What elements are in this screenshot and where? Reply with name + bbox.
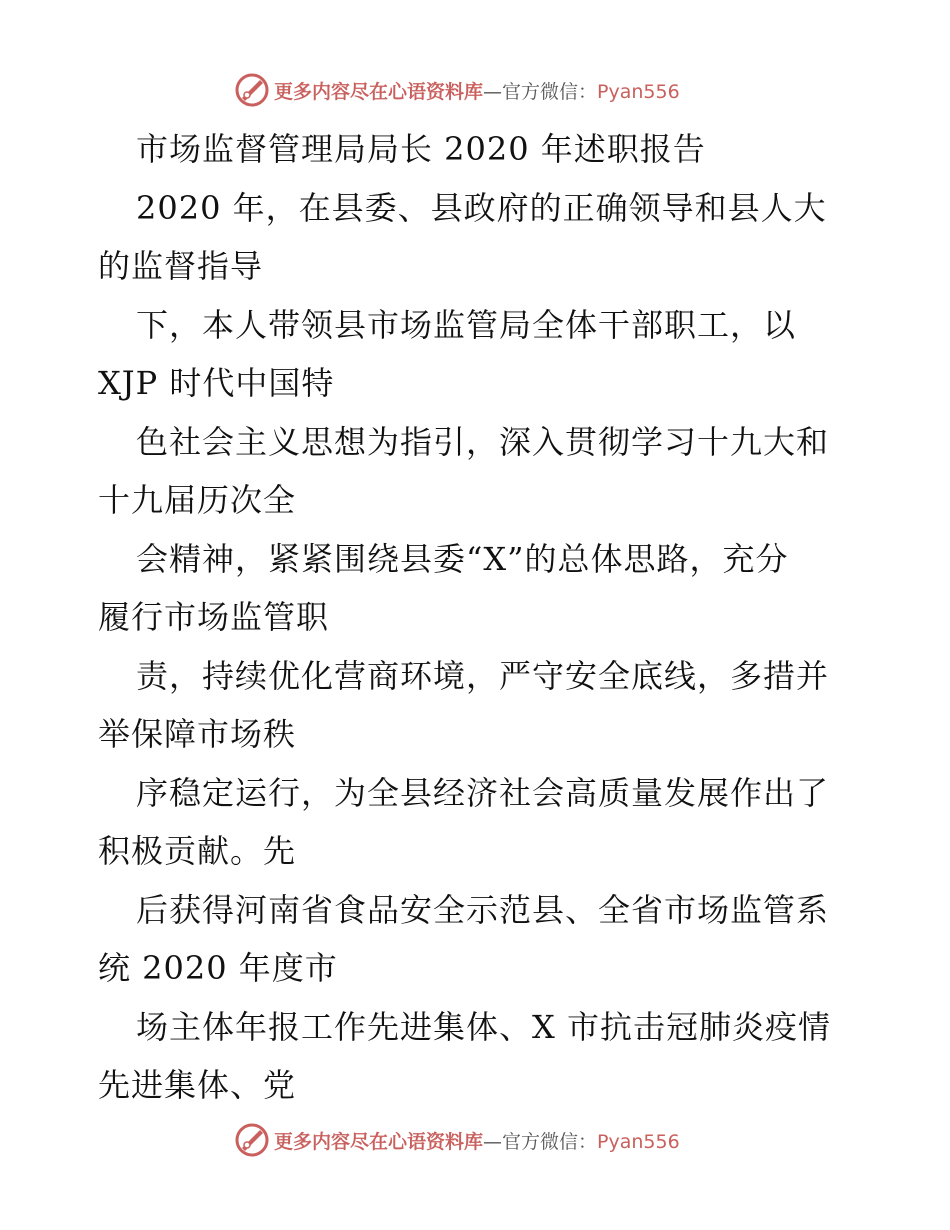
document-line: 的监督指导 xyxy=(98,247,264,285)
document-line: 积极贡献。先 xyxy=(98,832,297,870)
document-body xyxy=(98,120,858,1115)
watermark-label: 官方微信： xyxy=(502,80,598,103)
document-line: 举保障市场秩 xyxy=(98,715,297,753)
document-line: XJP 时代中国特 xyxy=(98,364,335,402)
document-line: 履行市场监管职 xyxy=(98,598,330,636)
document-line: 后获得河南省食品安全示范县、全省市场监管系 xyxy=(136,890,830,929)
document-line: 十九届历次全 xyxy=(98,481,297,519)
watermark-wechat-id: Pyan556 xyxy=(597,80,680,103)
brand-logo-icon xyxy=(234,1122,270,1158)
document-line: 会精神，紧紧围绕县委“X”的总体思路，充分 xyxy=(136,539,789,578)
watermark-label: 官方微信： xyxy=(502,1130,598,1153)
brand-logo-icon xyxy=(234,72,270,108)
watermark-main-text: 更多内容尽在心语资料库 xyxy=(274,1130,484,1153)
document-line: 先进集体、党 xyxy=(98,1066,297,1104)
document-line: 责，持续优化营商环境，严守安全底线，多措并 xyxy=(136,656,830,695)
watermark-wechat-id: Pyan556 xyxy=(597,1130,680,1153)
document-line: 2020 年，在县委、县政府的正确领导和县人大 xyxy=(136,188,827,227)
document-line: 场主体年报工作先进集体、X 市抗击冠肺炎疫情 xyxy=(136,1007,831,1046)
document-line: 色社会主义思想为指引，深入贯彻学习十九大和 xyxy=(136,422,830,461)
watermark-text xyxy=(274,77,680,104)
document-line: 统 2020 年度市 xyxy=(98,949,338,987)
watermark-text xyxy=(274,1127,680,1154)
watermark-footer xyxy=(234,1122,680,1158)
watermark-header xyxy=(234,72,680,108)
document-line: 序稳定运行，为全县经济社会高质量发展作出了 xyxy=(136,773,830,812)
watermark-separator: — xyxy=(483,80,503,103)
watermark-main-text: 更多内容尽在心语资料库 xyxy=(274,80,484,103)
document-title: 市场监督管理局局长 2020 年述职报告 xyxy=(136,130,706,168)
watermark-separator: — xyxy=(483,1130,503,1153)
document-line: 下，本人带领县市场监管局全体干部职工，以 xyxy=(136,305,797,344)
